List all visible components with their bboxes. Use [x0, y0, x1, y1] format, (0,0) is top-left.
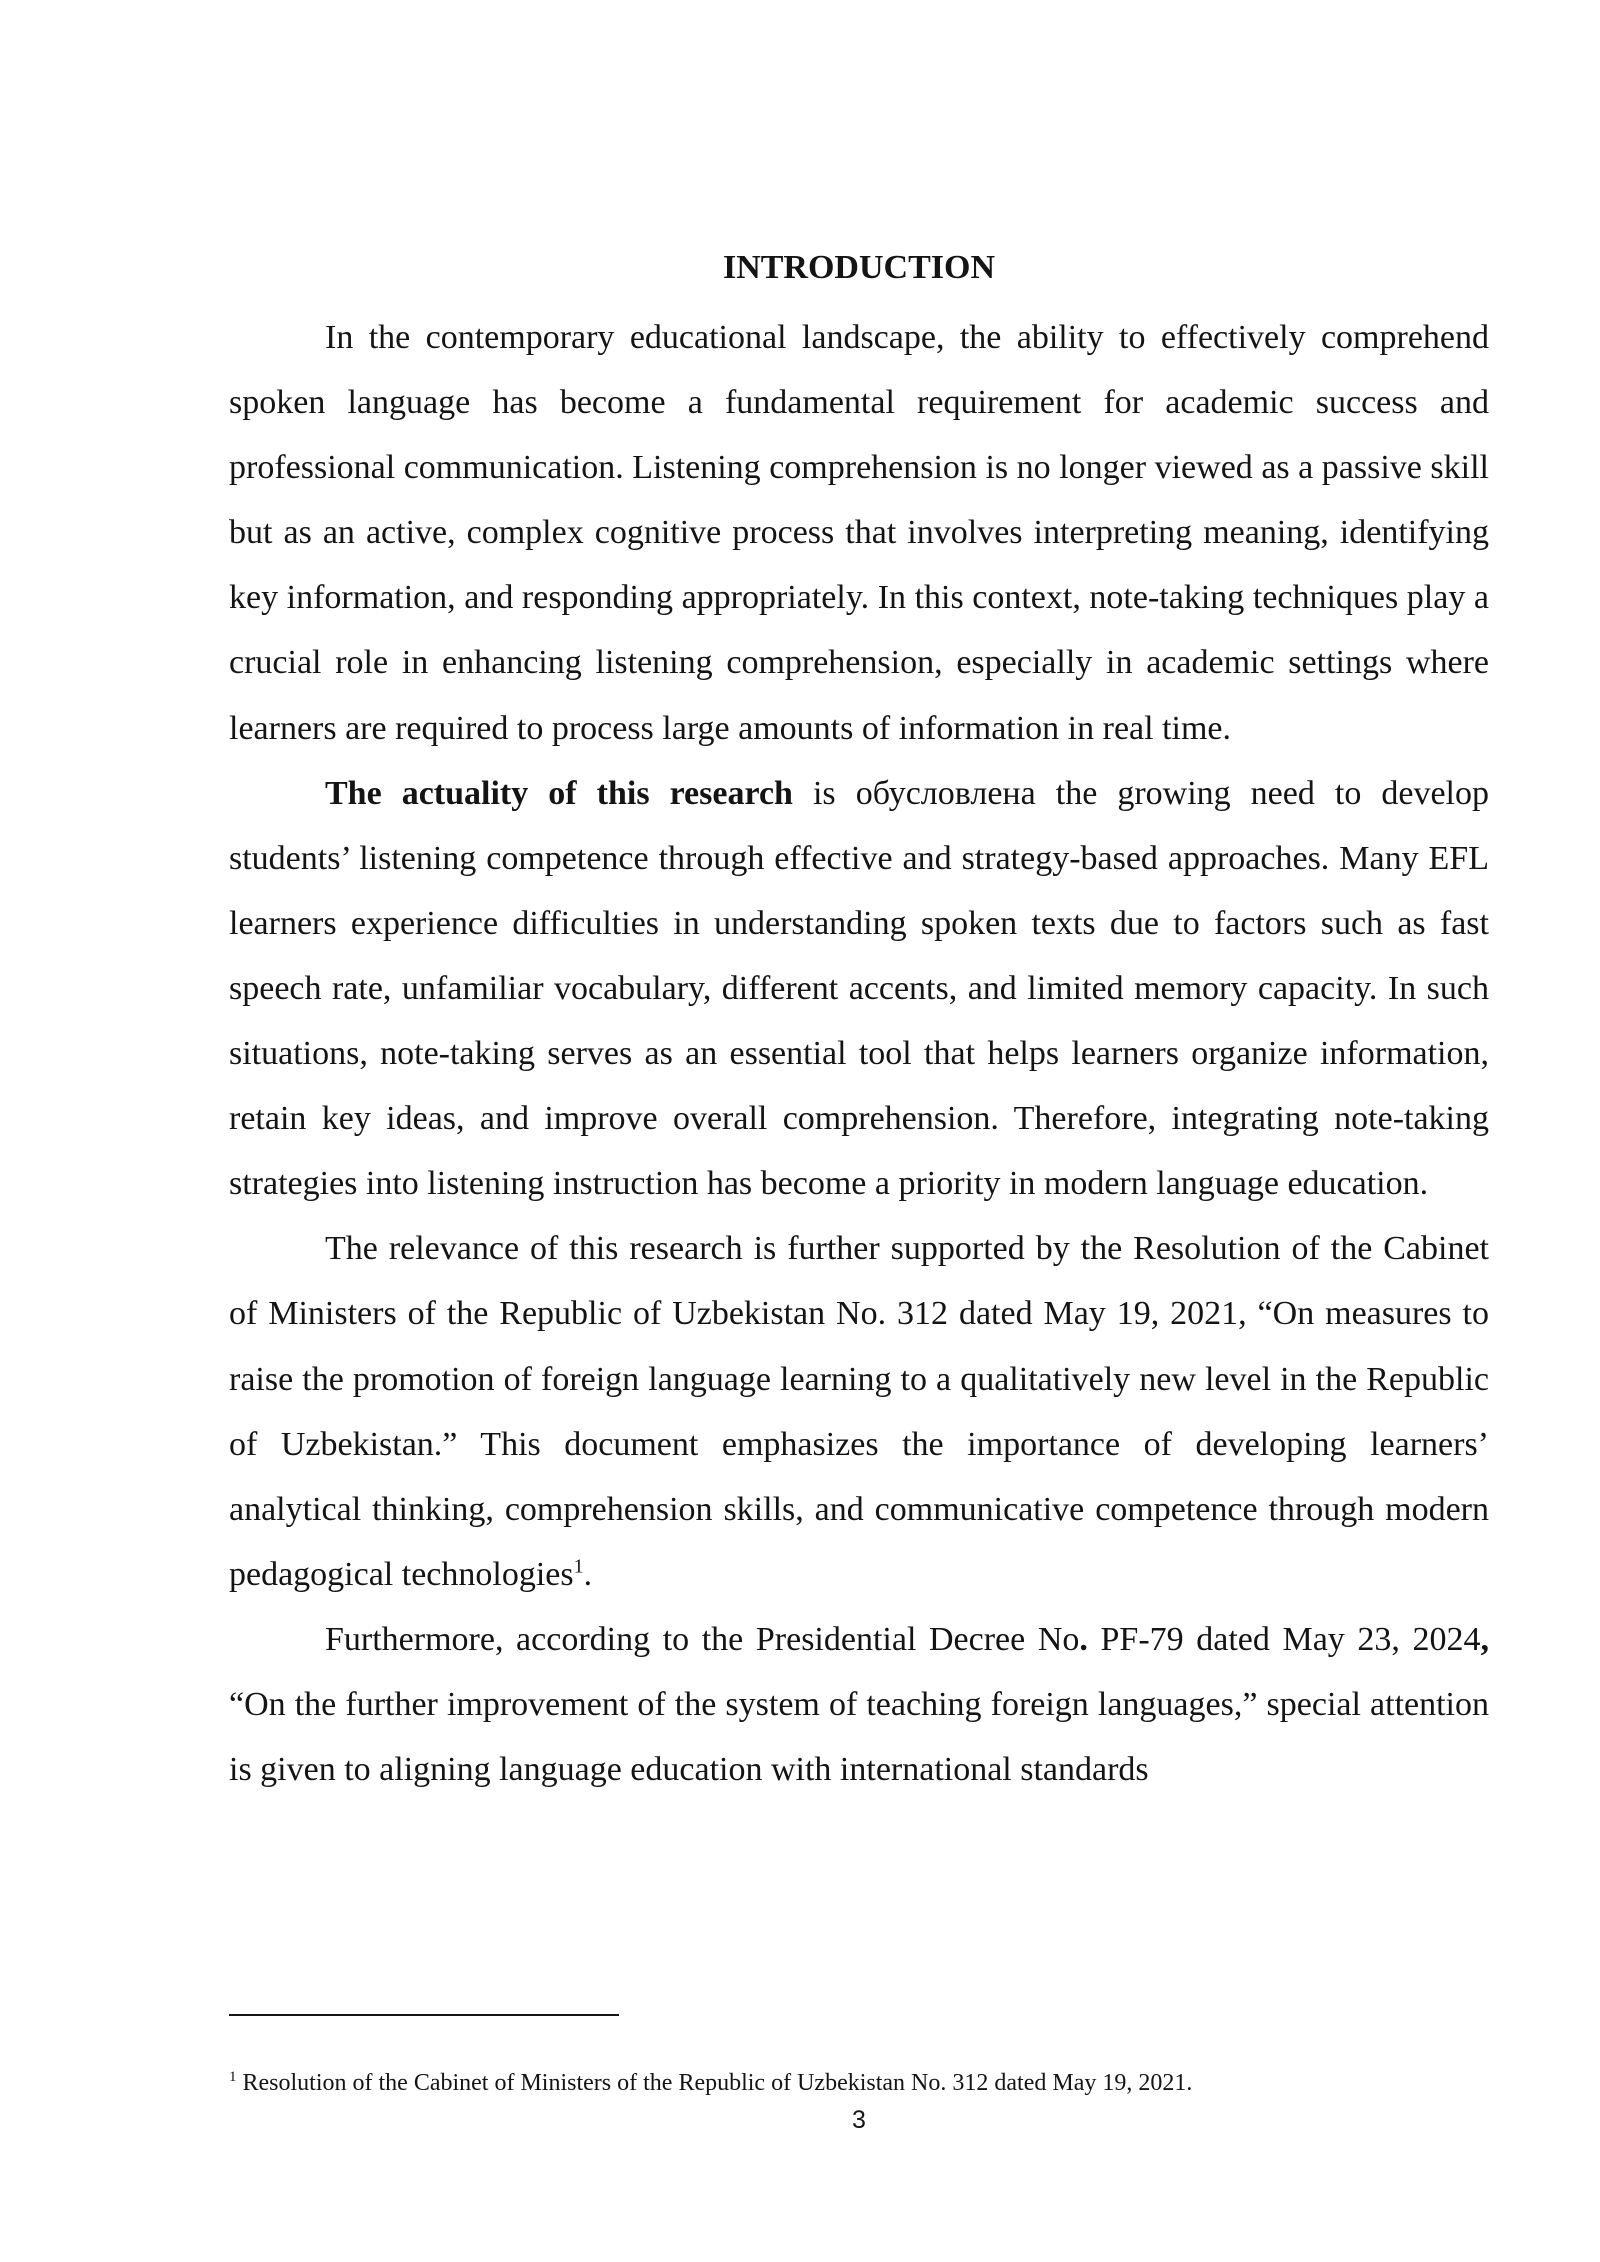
footnote-text: Resolution of the Cabinet of Ministers of the Republic of Uzbekistan No. 312 dated May 19, 2021. [236, 2070, 1193, 2096]
paragraph-text: PF-79 dated May 23, 2024 [1087, 1620, 1481, 1658]
page-title: INTRODUCTION [722, 249, 996, 286]
body-text [229, 305, 1489, 1802]
paragraph-introduction [229, 305, 1489, 761]
paragraph-text: “On the further improvement of the system of teaching foreign languages,” special attention is given to aligning language education with international standards [229, 1685, 1489, 1789]
paragraph-decree [229, 1607, 1489, 1802]
bold-punctuation: . [1079, 1620, 1088, 1658]
footnote-marker: 1 [229, 2069, 237, 2085]
actuality-heading: The actuality of this research [325, 774, 793, 812]
paragraph-text: In the contemporary educational landscape, the ability to effectively comprehend spoken language has become a fundamental requirement for academic success and professional communication. Listening comprehension is no longer viewed as a passive skill but as an active, complex cognitive process that involves interpreting meaning, identifying key information, and responding appropriately. In this context, note-taking techniques play a crucial role in enhancing listening comprehension, especially in academic settings where learners are required to process large amounts of information in real time. [229, 319, 1489, 747]
footnote-separator [229, 2014, 619, 2016]
bold-punctuation: , [1480, 1620, 1490, 1658]
paragraph-actuality [229, 761, 1489, 1217]
paragraph-text: Furthermore, according to the Presidential Decree No [325, 1620, 1080, 1658]
paragraph-relevance [229, 1216, 1489, 1607]
paragraph-text: The relevance of this research is further supported by the Resolution of the Cabinet of Ministers of the Republic of Uzbekistan No. 312 dated May 19, 2021, “On measures to raise the promotion of foreign language learning to a qualitatively new level in the Republic of Uzbekistan.” This document emphasizes the importance of developing learners’ analytical thinking, comprehension skills, and communicative competence through modern pedagogical technologies [229, 1230, 1489, 1593]
page-number: 3 [852, 2106, 866, 2134]
footnote [229, 2067, 1489, 2099]
paragraph-end: . [583, 1555, 593, 1593]
paragraph-text: is обусловлена the growing need to develop students’ listening competence through effective and strategy-based approaches. Many EFL learners experience difficulties in understanding spoken texts due to factors such as fast speech rate, unfamiliar vocabulary, different accents, and limited memory capacity. In such situations, note-taking serves as an essential tool that helps learners organize information, retain key ideas, and improve overall comprehension. Therefore, integrating note-taking strategies into listening instruction has become a priority in modern language education. [229, 774, 1489, 1203]
footnote-reference[interactable]: 1 [573, 1555, 584, 1578]
